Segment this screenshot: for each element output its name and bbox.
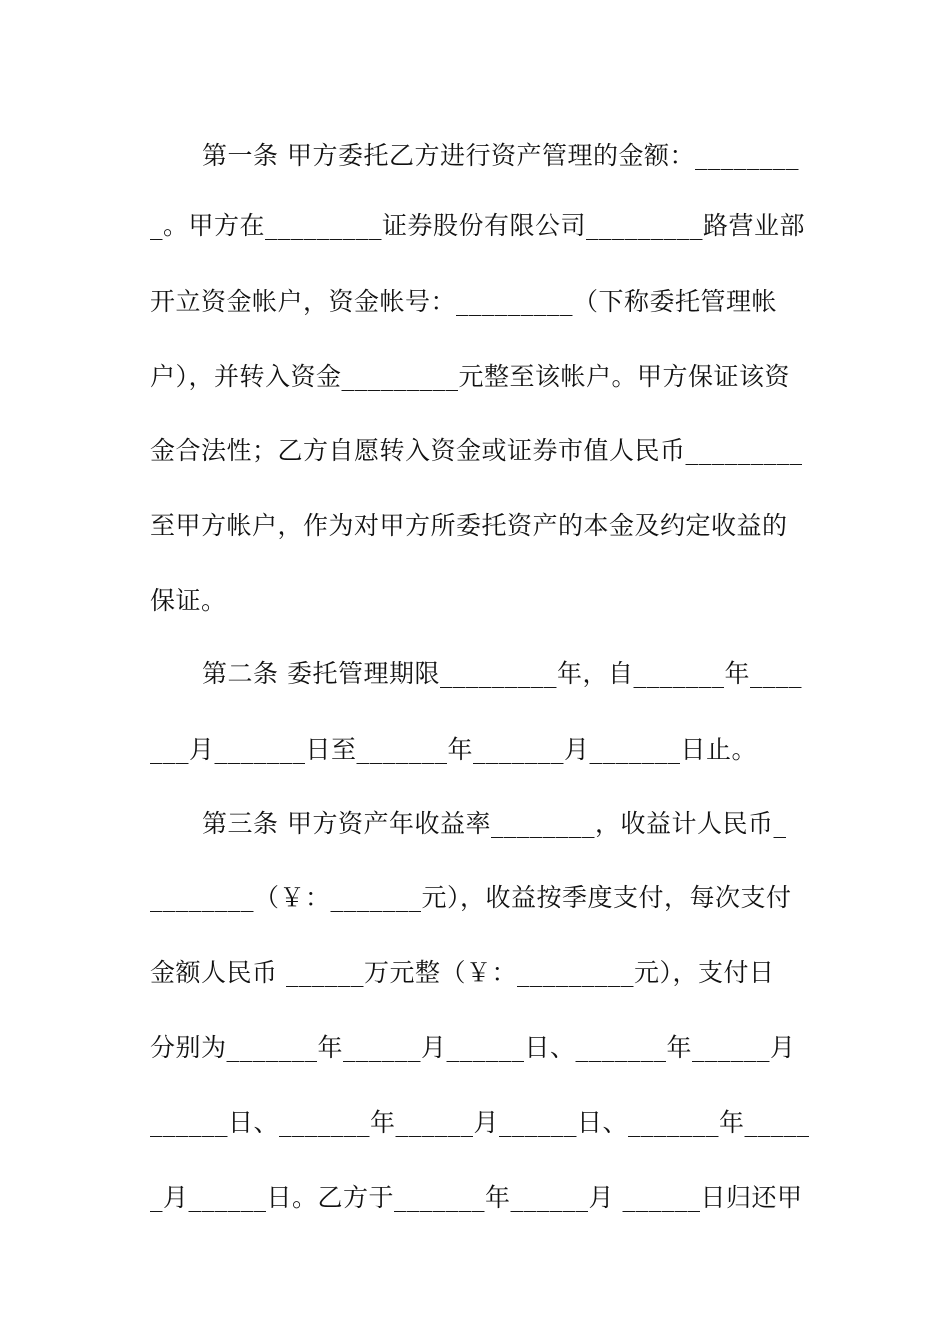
- article-3-line-3: 金额人民币 ______万元整（￥：_________元），支付日: [150, 958, 775, 987]
- article-1-line-3: 开立资金帐户，资金帐号：_________（下称委托管理帐: [150, 287, 778, 316]
- article-3-line-4: 分别为_______年______月______日、_______年______月: [150, 1033, 796, 1062]
- article-3-line-2: ________（￥：_______元），收益按季度支付，每次支付: [150, 883, 792, 912]
- article-1-line-4: 户），并转入资金_________元整至该帐户。甲方保证该资: [150, 362, 791, 391]
- article-3-line-5: ______日、_______年______月______日、_______年_____: [150, 1108, 810, 1137]
- article-1-line-1: 第一条 甲方委托乙方进行资产管理的金额：________: [202, 141, 799, 170]
- article-1-line-7: 保证。: [150, 586, 227, 615]
- article-2-line-2: ___月_______日至_______年_______月_______日止。: [150, 735, 758, 764]
- article-3-line-6: _月______日。乙方于_______年______月 ______日归还甲: [150, 1183, 803, 1212]
- article-1-line-5: 金合法性；乙方自愿转入资金或证券市值人民币_________: [150, 436, 803, 465]
- article-1-line-6: 至甲方帐户，作为对甲方所委托资产的本金及约定收益的: [150, 511, 788, 540]
- article-2-line-1: 第二条 委托管理期限_________年，自_______年____: [202, 659, 802, 688]
- article-1-line-2: _。甲方在_________证券股份有限公司_________路营业部: [150, 211, 806, 240]
- article-3-line-1: 第三条 甲方资产年收益率________，收益计人民币_: [202, 809, 787, 838]
